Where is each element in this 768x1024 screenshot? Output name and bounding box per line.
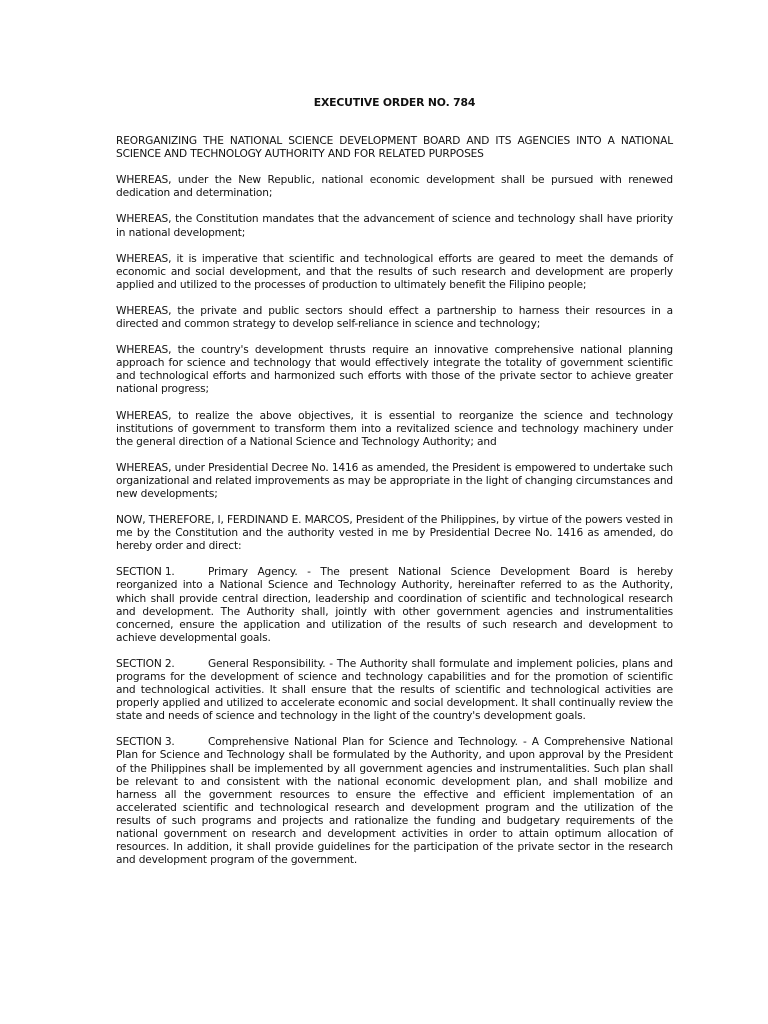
- section-2-text: General Responsibility. - The Authority shall formulate and implement policies, plans and programs for the development of science and technology capabilities and for the promotion of scientific and technological activities. It shall ensure that the results of scientific and technological activities are properly applied and utilized to accelerate economic and social development. It shall continually review the state and needs of science and technology in the light of the country's development goals.: [116, 657, 673, 723]
- whereas-clause-1: WHEREAS, under the New Republic, national economic development shall be pursued with renewed dedication and determination;: [116, 174, 673, 200]
- whereas-clause-2: WHEREAS, the Constitution mandates that the advancement of science and technology shall have priority in national development;: [116, 213, 673, 239]
- whereas-clause-7: WHEREAS, under Presidential Decree No. 1416 as amended, the President is empowered to undertake such organizational and related improvements as may be appropriate in the light of changing circumstances and new developments;: [116, 461, 673, 500]
- document-title: EXECUTIVE ORDER NO. 784: [313, 96, 476, 109]
- document-page: [116, 96, 673, 880]
- whereas-clause-5: WHEREAS, the country's development thrusts require an innovative comprehensive national planning approach for science and technology that would effectively integrate the totality of government scientific and technological efforts and harmonized such efforts with those of the private sector to achieve greater national progress;: [116, 344, 673, 396]
- section-3-text: Comprehensive National Plan for Science and Technology. - A Comprehensive National Plan for Science and Technology shall be formulated by the Authority, and upon approval by the President of the Philippines shall be implemented by all government agencies and instrumentalities. Such plan shall be relevant to and consistent with the national economic development plan, and shall mobilize and harness all the government resources to ensure the effective and efficient implementation of an accelerated scientific and technological research and development program and the utilization of the results of such programs and projects and rationalize the funding and budgetary requirements of the national government on research and development activities in order to attain optimum allocation of resources. In addition, it shall provide guidelines for the participation of the private sector in the research and development program of the government.: [116, 736, 673, 867]
- now-therefore-clause: NOW, THEREFORE, I, FERDINAND E. MARCOS, President of the Philippines, by virtue of the powers vested in me by the Constitution and the authority vested in me by Presidential Decree No. 1416 as amended, do hereby order and direct:: [116, 514, 673, 553]
- section-2: [116, 658, 673, 723]
- section-2-number: SECTION 2.: [116, 657, 175, 670]
- document-subject: REORGANIZING THE NATIONAL SCIENCE DEVELOPMENT BOARD AND ITS AGENCIES INTO A NATIONAL SCIENCE AND TECHNOLOGY AUTHORITY AND FOR RELATED PURPOSES: [116, 135, 673, 161]
- whereas-clause-4: WHEREAS, the private and public sectors should effect a partnership to harness their resources in a directed and common strategy to develop self-reliance in science and technology;: [116, 304, 673, 331]
- section-3: [116, 736, 673, 867]
- section-3-number: SECTION 3.: [116, 736, 175, 749]
- section-1: [116, 566, 673, 645]
- whereas-clause-3: WHEREAS, it is imperative that scientific and technological efforts are geared to meet the demands of economic and social development, and that the results of such research and development are properly applied and utilized to the processes of production to ultimately benefit the Filipino people;: [116, 252, 673, 291]
- section-1-text: Primary Agency. - The present National Science Development Board is hereby reorganized into a National Science and Technology Authority, hereinafter referred to as the Authority, which shall provide central direction, leadership and coordination of scientific and technological research and development. The Authority shall, jointly with other government agencies and instrumentalities concerned, ensure the application and utilization of the results of such research and development to achieve developmental goals.: [116, 566, 673, 644]
- whereas-clause-6: WHEREAS, to realize the above objectives, it is essential to reorganize the science and technology institutions of government to transform them into a revitalized science and technology machinery under the general direction of a National Science and Technology Authority; and: [116, 409, 673, 448]
- section-1-number: SECTION 1.: [116, 566, 175, 579]
